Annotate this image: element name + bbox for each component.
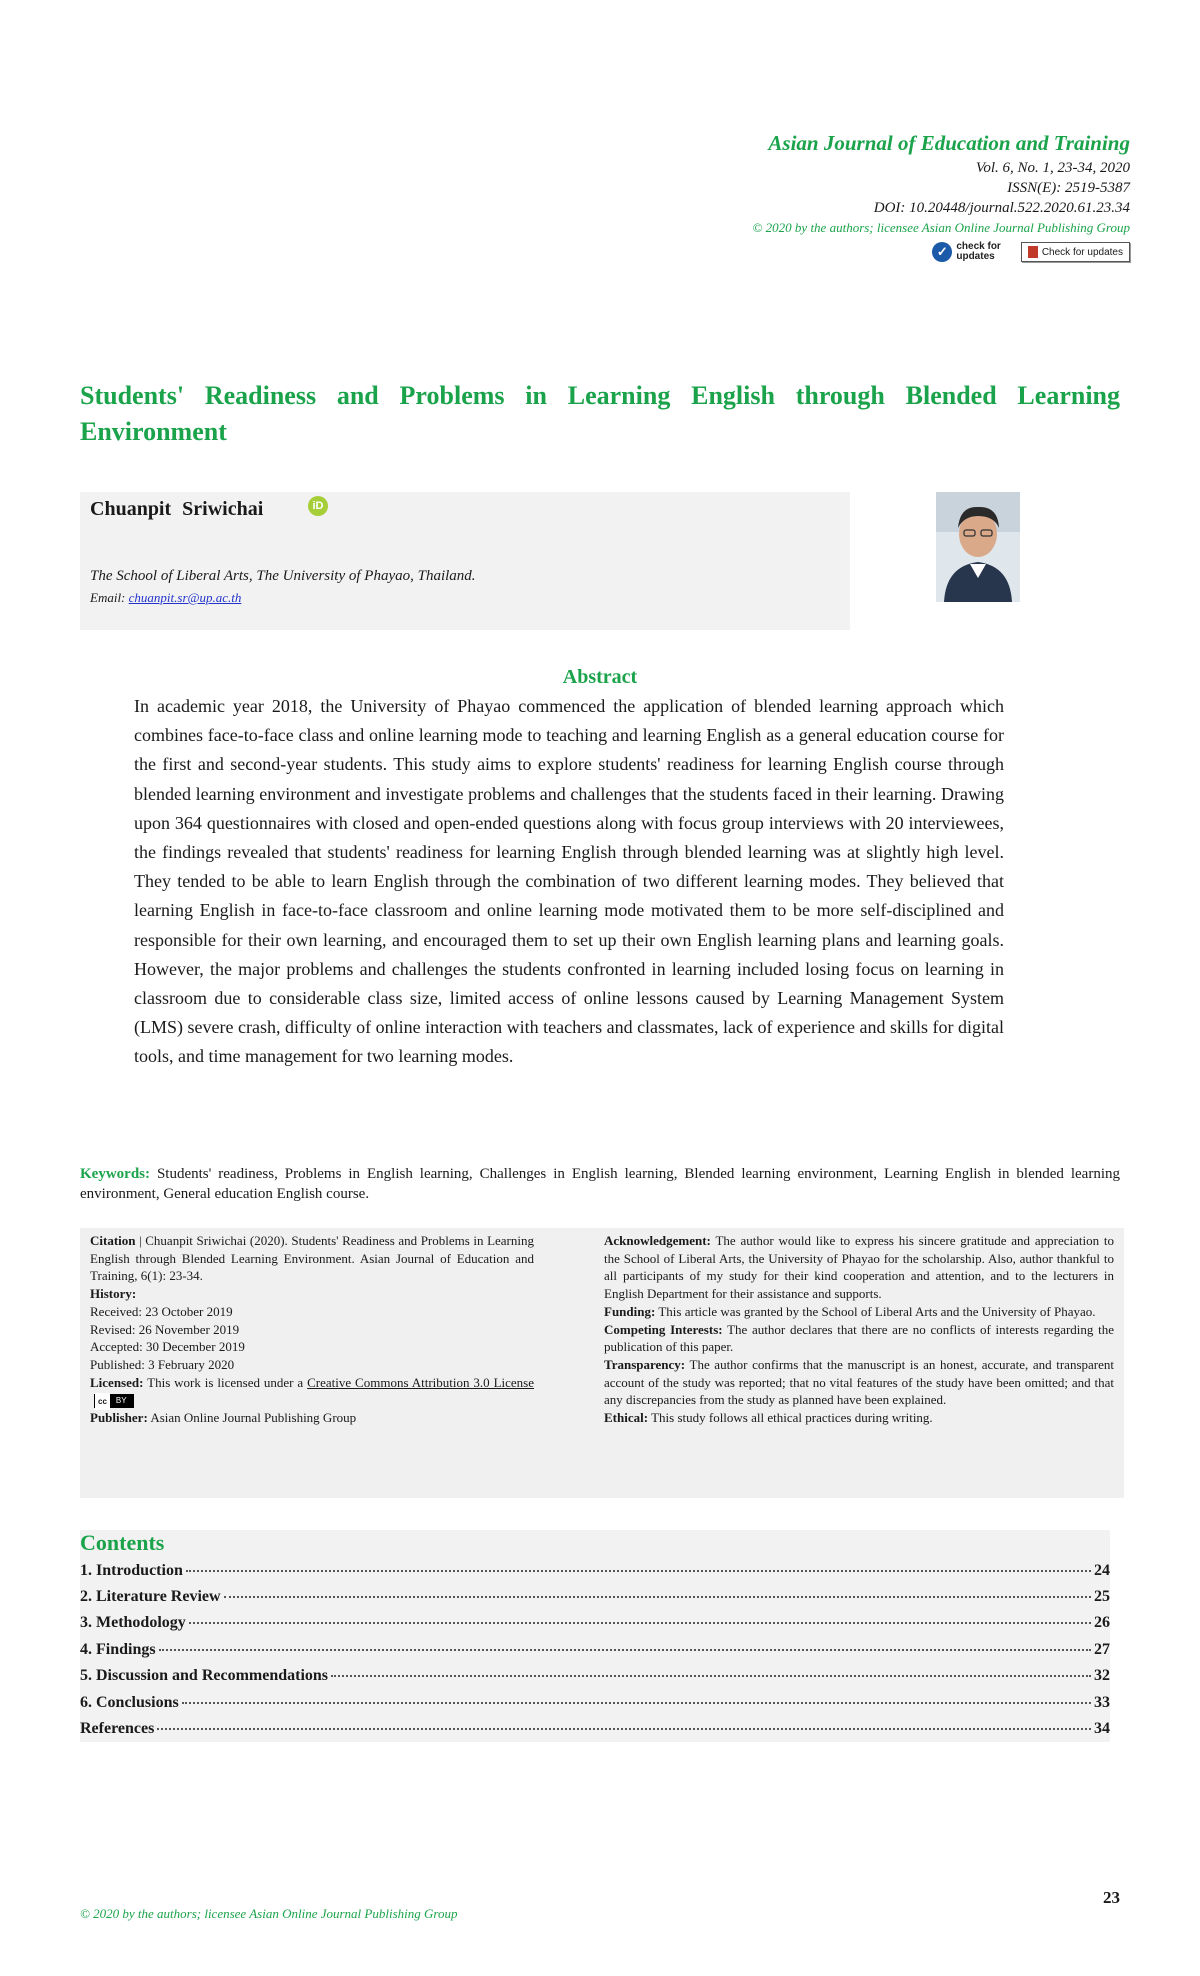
cc-by-badge[interactable] [94, 1394, 134, 1408]
funding-text: This article was granted by the School of Liberal Arts and the University of Phayao. [655, 1303, 1096, 1319]
transparency-text: The author confirms that the manuscript is an honest, accurate, and transparent account of the study was reported; that no vital features of the study have been omitted; and that any discrepancies from the study as planned have been explained. [604, 1356, 1114, 1408]
article-title: Students' Readiness and Problems in Learning English through Blended Learning Environment [80, 381, 1120, 446]
journal-volume: Vol. 6, No. 1, 23-34, 2020 [975, 160, 1130, 176]
author-photo [936, 492, 1020, 602]
toc-page: 32 [1094, 1667, 1110, 1684]
journal-doi[interactable]: DOI: 10.20448/journal.522.2020.61.23.34 [873, 200, 1130, 216]
author-affiliation: The School of Liberal Arts, The University of Phayao, Thailand. [90, 568, 476, 584]
history-published: Published: 3 February 2020 [90, 1356, 235, 1372]
toc-page: 26 [1094, 1614, 1110, 1631]
toc-item-discussion[interactable] [80, 1667, 1110, 1693]
ethical-label: Ethical: [604, 1410, 649, 1426]
toc-page: 33 [1094, 1694, 1110, 1711]
abstract-heading: Abstract [562, 666, 638, 688]
copyright-notice-bottom: © 2020 by the authors; licensee Asian Online Journal Publishing Group [80, 1906, 458, 1921]
checkmark-icon: ✓ [932, 242, 952, 262]
article-info-left [90, 1232, 534, 1427]
author-email-line [90, 590, 241, 606]
email-label: Email: [90, 590, 126, 605]
toc-title: 5. Discussion and Recommendations [80, 1667, 329, 1684]
history-accepted: Accepted: 30 December 2019 [90, 1339, 245, 1355]
toc-leader [224, 1596, 1091, 1598]
transparency-label: Transparency: [604, 1356, 686, 1372]
toc-item-introduction[interactable] [80, 1562, 1110, 1588]
ack-text: The author would like to express his sincere gratitude and appreciation to the School of Liberal Arts, the University of Phayao for the scholarship. Also, author thankful to all participants of my study for their kind cooperation and attention, and to the lecturers in English Department for their assistance and supports. [604, 1233, 1114, 1302]
toc-title: 4. Findings [80, 1641, 156, 1658]
history-label: History: [90, 1286, 137, 1302]
citation-text: | Chuanpit Sriwichai (2020). Students' Readiness and Problems in Learning English through Blended Learning Environment. Asian Journal of Education and Training, 6(1): 23-34. [90, 1233, 534, 1284]
publisher-label: Publisher: [90, 1410, 148, 1426]
licensed-text: This work is licensed under a [143, 1374, 308, 1390]
journal-header [530, 128, 1130, 238]
ack-label: Acknowledgement: [604, 1233, 711, 1248]
competing-text: The author declares that there are no conflicts of interests regarding the publication of this paper. [604, 1321, 1115, 1355]
toc-item-references[interactable] [80, 1720, 1110, 1746]
check-for-updates-button[interactable] [1021, 242, 1130, 262]
ethical-text: This study follows all ethical practices during writing. [648, 1410, 933, 1426]
article-info-right [604, 1232, 1114, 1427]
table-of-contents [80, 1530, 1110, 1742]
cc-icon: cc [95, 1393, 110, 1411]
journal-issn: ISSN(E): 2519-5387 [1007, 180, 1130, 196]
keywords-label: Keywords: [80, 1166, 150, 1182]
licensed-label: Licensed: [90, 1374, 144, 1390]
acknowledgement [604, 1232, 1114, 1303]
toc-leader [186, 1570, 1091, 1572]
author-name: Chuanpit Sriwichai [90, 498, 264, 520]
page-number: 23 [1103, 1888, 1120, 1907]
toc-page: 24 [1094, 1562, 1110, 1579]
publisher-text: Asian Online Journal Publishing Group [147, 1410, 357, 1426]
journal-name: Asian Journal of Education and Training [768, 131, 1130, 155]
toc-item-conclusions[interactable] [80, 1694, 1110, 1720]
transparency [604, 1356, 1114, 1409]
toc-leader [157, 1728, 1091, 1730]
toc-page: 27 [1094, 1641, 1110, 1658]
ethical [604, 1409, 1114, 1427]
bookmark-icon [1028, 246, 1038, 258]
toc-title: 6. Conclusions [80, 1694, 179, 1711]
toc-title: 3. Methodology [80, 1614, 186, 1631]
toc-title: 2. Literature Review [80, 1588, 221, 1605]
toc-item-methodology[interactable] [80, 1614, 1110, 1640]
orcid-icon[interactable]: iD [308, 496, 328, 516]
toc-title: References [80, 1720, 155, 1737]
article-info-box [80, 1228, 1124, 1498]
toc-item-literature-review[interactable] [80, 1588, 1110, 1614]
toc-leader [159, 1649, 1091, 1651]
competing-interests [604, 1321, 1114, 1356]
abstract-text: In academic year 2018, the University of Phayao commenced the application of blended learning approach which combines face-to-face class and online learning mode to teaching and learning English as a general education course for the first and second-year students. This study aims to explore students' readiness for learning English course through blended learning environment and investigate problems and challenges that the students faced in their learning. Drawing upon 364 questionnaires with closed and open-ended questions along with focus group interviews with 20 interviewees, the findings revealed that students' readiness for learning English through blended learning was at slightly high level. They tended to be able to learn English through the combination of two different learning modes. They believed that learning English in face-to-face classroom and online learning mode motivated them to be more self-disciplined and responsible for their own learning, and encouraged them to set up their own English learning plans and learning goals. However, the major problems and challenges the students confronted in learning included losing focus on learning in classroom due to considerable class size, limited access of online lessons caused by Learning Management System (LMS) severe crash, difficulty of online interaction with teachers and classmates, lack of experience and skills for digital tools, and time management for two learning modes. [134, 696, 1004, 1067]
badge-updates-label: updates [956, 251, 995, 262]
contents-heading: Contents [80, 1530, 165, 1555]
author-portrait-icon [936, 492, 1020, 602]
competing-label: Competing Interests: [604, 1321, 723, 1337]
history-received: Received: 23 October 2019 [90, 1303, 233, 1319]
check-for-updates-badge[interactable] [932, 242, 1000, 262]
toc-leader [331, 1675, 1091, 1677]
history-revised: Revised: 26 November 2019 [90, 1321, 240, 1337]
citation-label: Citation [90, 1233, 136, 1248]
badge-check-label: check for [956, 241, 1001, 252]
publisher [90, 1409, 534, 1427]
keywords-text: Students' readiness, Problems in English learning, Challenges in English learning, Blended learning environment, Learning English in blended learning environment, General education English course. [80, 1166, 1120, 1202]
toc-leader [182, 1702, 1091, 1704]
toc-page: 34 [1094, 1720, 1110, 1737]
toc-title: 1. Introduction [80, 1562, 183, 1579]
check-for-updates-label: Check for updates [1041, 246, 1123, 258]
funding [604, 1303, 1114, 1321]
license [90, 1374, 534, 1409]
toc-leader [189, 1622, 1091, 1624]
keywords [80, 1164, 1120, 1204]
license-link[interactable]: Creative Commons Attribution 3.0 License [307, 1374, 534, 1390]
toc-item-findings[interactable] [80, 1641, 1110, 1667]
by-icon: BY [110, 1395, 133, 1407]
funding-label: Funding: [604, 1303, 656, 1319]
author-email-link[interactable]: chuanpit.sr@up.ac.th [128, 590, 242, 605]
copyright-notice-top: © 2020 by the authors; licensee Asian Online Journal Publishing Group [752, 220, 1130, 235]
update-badges [932, 242, 1130, 262]
toc-page: 25 [1094, 1588, 1110, 1605]
author-box [80, 492, 850, 630]
citation [90, 1232, 534, 1285]
